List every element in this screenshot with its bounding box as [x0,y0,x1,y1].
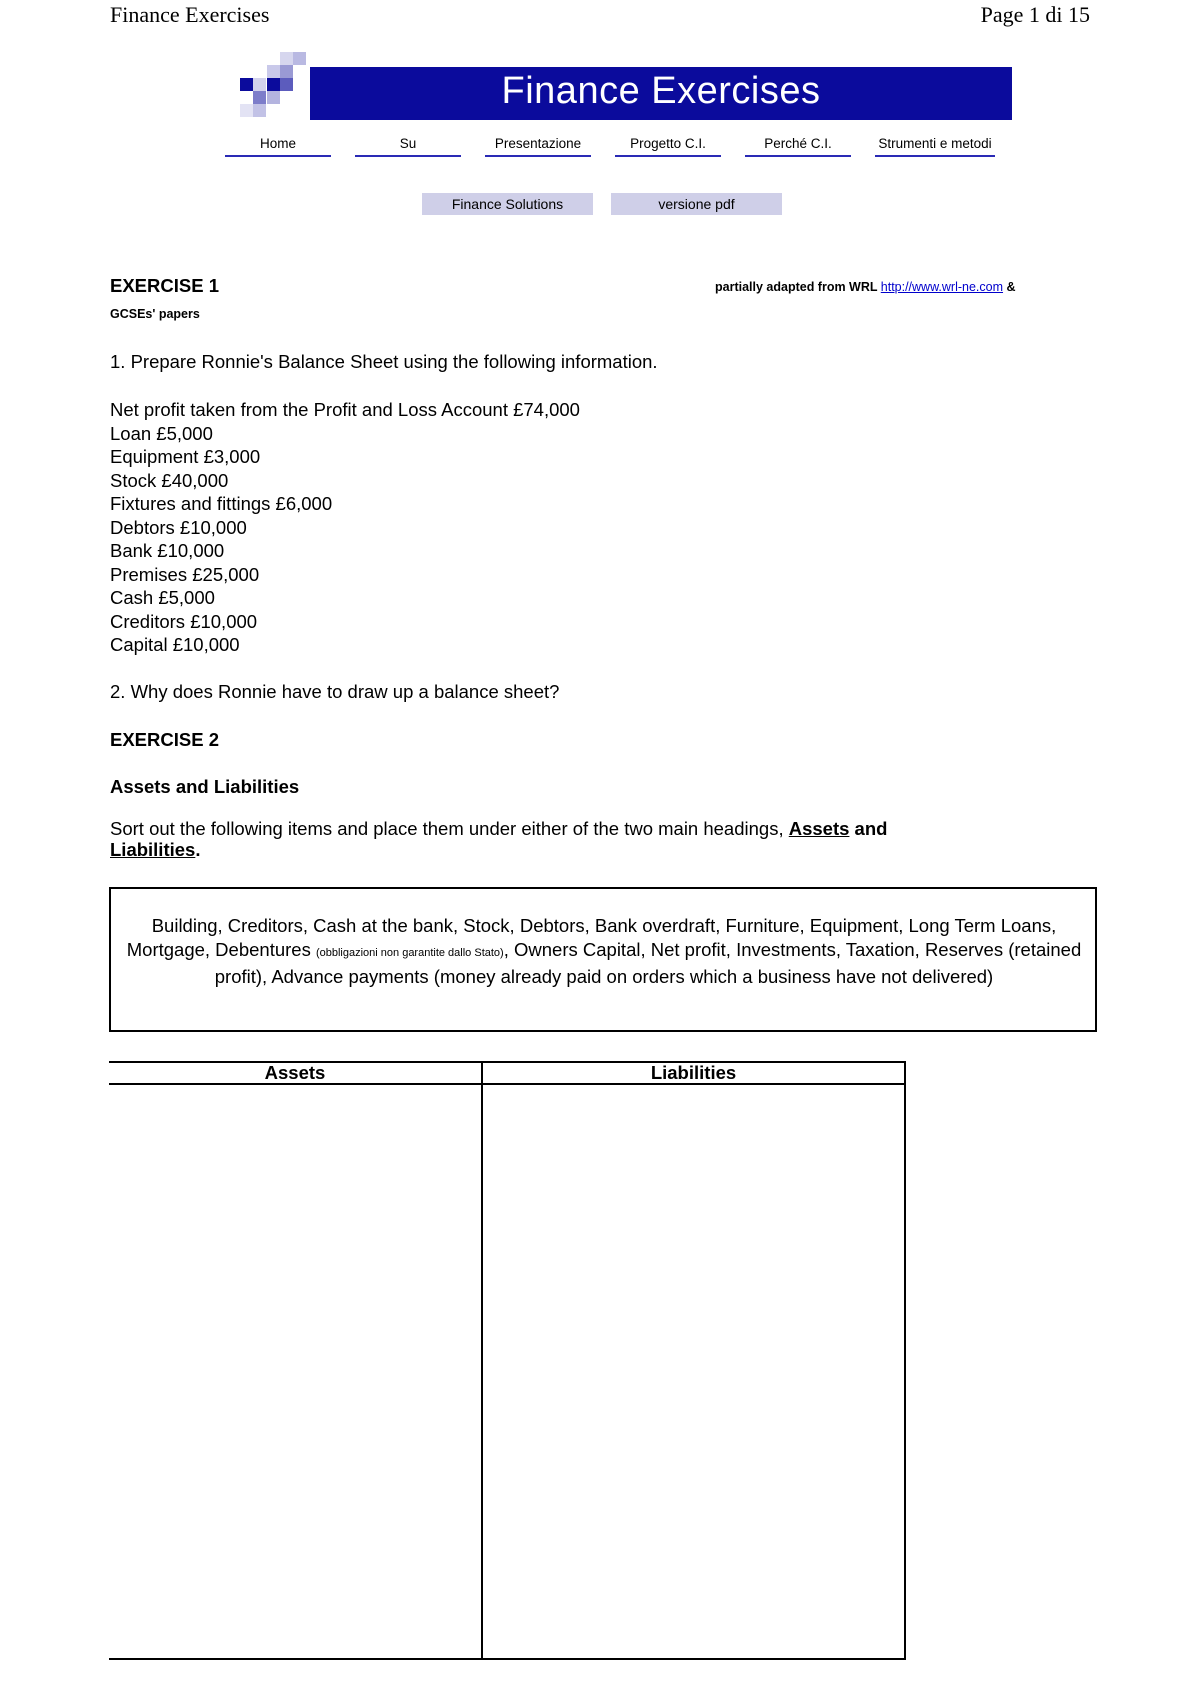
nav-perche-ci[interactable]: Perché C.I. [745,136,851,157]
list-item: Net profit taken from the Profit and Loss Account £74,000 [110,399,580,420]
exercise2-subheading: Assets and Liabilities [110,776,300,797]
box-text-part1: Building, Creditors, Cash at the bank, Stock, Debtors, Bank overdraft, Furniture, Equipment, Long Term Loans, Mortgage, Debentures [126,915,1057,960]
liabilities-cell [482,1084,905,1659]
finance-solutions-button[interactable]: Finance Solutions [422,193,593,215]
nav-home[interactable]: Home [225,136,331,157]
list-item: Premises £25,000 [110,563,260,585]
instruction-end: . [195,839,201,860]
banner-title: Finance Exercises [501,70,821,112]
page-number: Page 1 di 15 [980,2,1090,27]
credit-prefix: partially adapted from WRL [715,280,881,294]
list-item: Stock £40,000 [110,469,229,491]
assets-liabilities-table [109,1061,906,1660]
list-item: Fixtures and fittings £6,000 [110,493,333,514]
question2: 2. Why does Ronnie have to draw up a balance sheet? [110,681,560,702]
credit-suffix: & [1003,280,1016,294]
site-logo-icon [240,52,306,118]
instruction-and: and [849,818,888,839]
instruction-text: Sort out the following items and place them under either of the two main headings, [110,818,789,839]
list-item: Bank £10,000 [110,540,225,561]
page-header [110,0,1090,30]
list-item: Cash £5,000 [110,587,215,608]
credit-line2: GCSEs' papers [110,307,200,321]
items-box [109,887,1097,1032]
list-item: Creditors £10,000 [110,610,258,632]
list-item: Equipment £3,000 [110,446,261,467]
wrl-link[interactable]: http://www.wrl-ne.com [880,280,1004,294]
banner [310,67,1012,120]
ronnie-items-list [110,398,580,657]
nav-presentazione[interactable]: Presentazione [485,136,591,157]
list-item: Debtors £10,000 [110,516,247,538]
list-item: Capital £10,000 [110,634,240,655]
top-nav [225,136,995,160]
credit-line [715,280,1016,294]
box-text-part2: , Owners Capital, Net profit, Investments, Taxation, Reserves (retained profit), Advance payments (money already paid on orders which a business have not delivered) [214,939,1082,987]
nav-su[interactable]: Su [355,136,461,157]
items-box-text [119,914,1089,989]
question1: 1. Prepare Ronnie's Balance Sheet using the following information. [110,351,658,372]
page-header-title: Finance Exercises [110,2,270,27]
nav-progetto-ci[interactable]: Progetto C.I. [615,136,721,157]
liabilities-header: Liabilities [482,1062,905,1084]
exercise2-instruction [110,818,1010,860]
assets-cell [109,1084,482,1659]
list-item: Loan £5,000 [110,422,213,444]
instruction-liabilities: Liabilities [110,839,196,860]
exercise2-heading: EXERCISE 2 [110,729,219,750]
exercise1-heading: EXERCISE 1 [110,275,219,296]
instruction-assets: Assets [788,818,850,839]
nav-strumenti-e-metodi[interactable]: Strumenti e metodi [875,136,995,157]
pdf-version-button[interactable]: versione pdf [611,193,782,215]
box-text-note: (obbligazioni non garantite dallo Stato) [315,947,504,959]
assets-header: Assets [109,1062,482,1084]
